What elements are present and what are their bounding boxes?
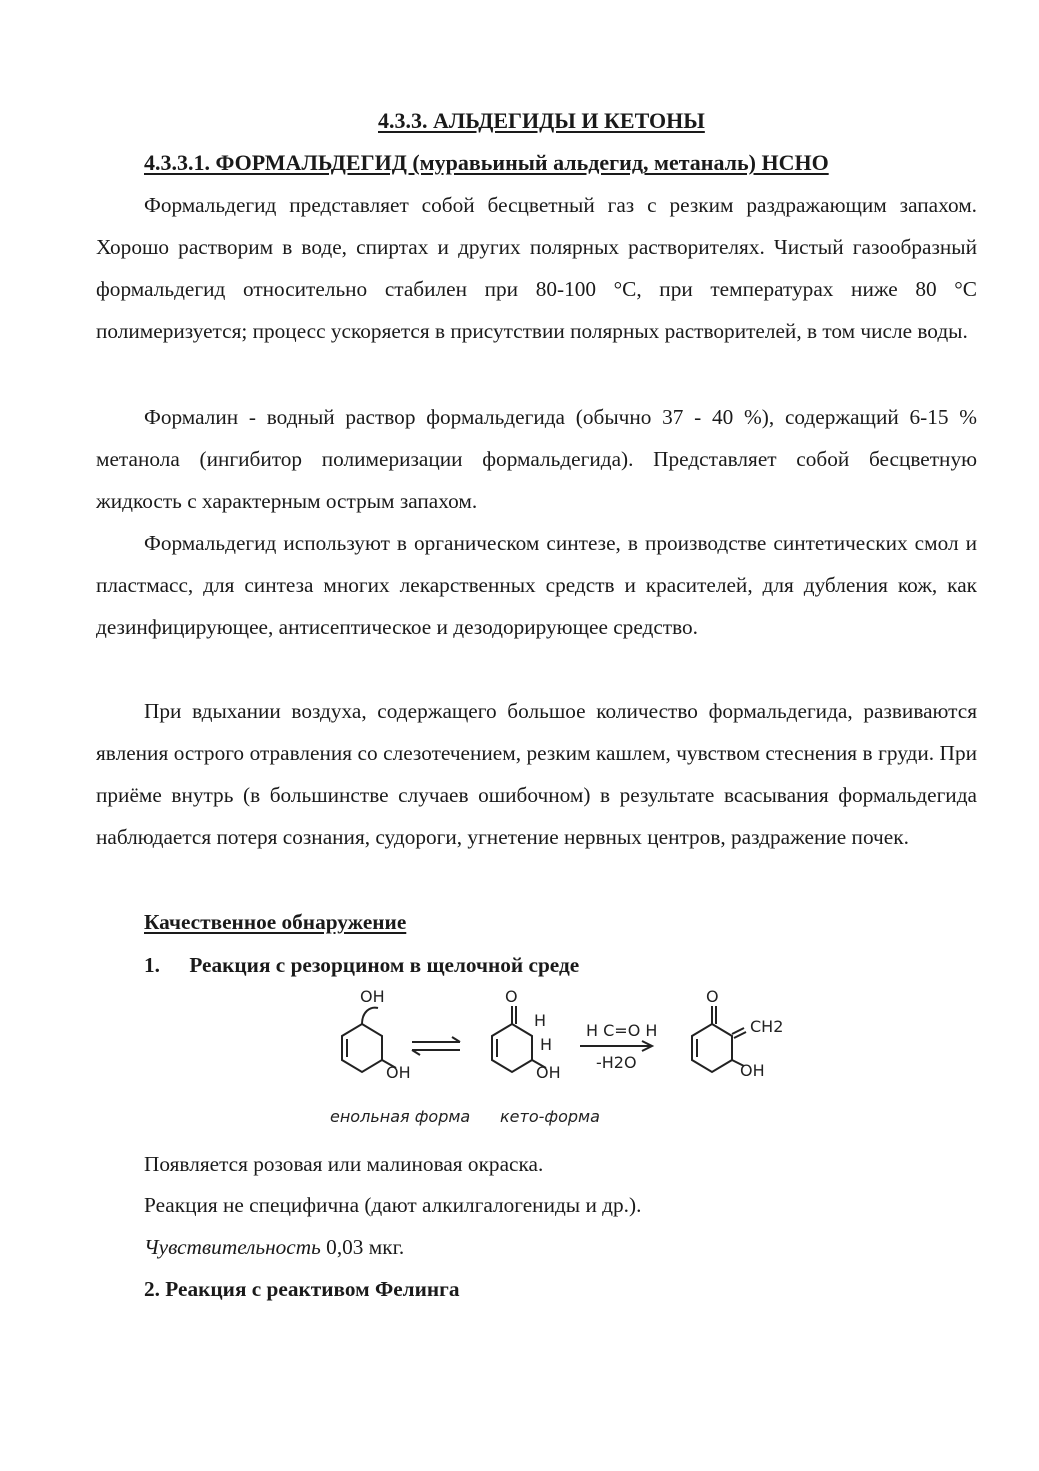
section-heading: 4.3.3.1. ФОРМАЛЬДЕГИД (муравьиный альдегид, метаналь) НСНО bbox=[144, 150, 829, 175]
product-ch2: CH2 bbox=[750, 1017, 784, 1036]
specificity-line: Реакция не специфична (дают алкилгалогениды и др.). bbox=[144, 1193, 642, 1217]
paragraph-usage: Формальдегид используют в органическом синтезе, в производстве синтетических смол и пластмасс, для синтеза многих лекарственных средств и красителей, для дубления кож, как дезинфицирующее, антисептическое и дезодорирующее средство. bbox=[96, 531, 977, 640]
page-title: 4.3.3. АЛЬДЕГИДЫ И КЕТОНЫ bbox=[378, 108, 705, 133]
result-line: Появляется розовая или малиновая окраска. bbox=[144, 1152, 544, 1176]
paragraph-toxicity: При вдыхании воздуха, содержащего большое количество формальдегида, развиваются явления острого отравления со слезотечением, резким кашлем, чувством стеснения в груди. При приёме внутрь (в большинстве случаев ошибочном) в результате всасывания формальдегида наблюдается потеря сознания, судороги, угнетение нервных центров, раздражение почек. bbox=[96, 699, 977, 850]
reagent-formaldehyde: H C=O H bbox=[586, 1021, 658, 1040]
sensitivity-value: 0,03 мкг. bbox=[320, 1235, 405, 1259]
product-oh: OH bbox=[740, 1061, 765, 1080]
keto-oh: OH bbox=[536, 1063, 561, 1082]
sensitivity-line bbox=[144, 1235, 404, 1260]
label-enol-form: енольная форма bbox=[330, 1107, 471, 1126]
paragraph-formalin: Формалин - водный раствор формальдегида (обычно 37 - 40 %), содержащий 6-15 % метанола (ингибитор полимеризации формальдегида). Представляет собой бесцветную жидкость с характерным острым запахом. bbox=[96, 405, 977, 514]
paragraph-properties: Формальдегид представляет собой бесцветный газ с резким раздражающим запахом. Хорошо растворим в воде, спиртах и других полярных растворителях. Чистый газообразный формальдегид относительно стабилен при 80-100 °С, при температурах ниже 80 °С полимеризуется; процесс ускоряется в присутствии полярных растворителей, в том числе воды. bbox=[96, 193, 977, 344]
reaction-1-number: 1. bbox=[144, 953, 160, 977]
reagent-water: -H2O bbox=[596, 1053, 637, 1072]
product-o: O bbox=[706, 987, 719, 1006]
reaction-1-title: Реакция с резорцином в щелочной среде bbox=[189, 953, 580, 977]
keto-o: O bbox=[505, 987, 518, 1006]
sensitivity-label: Чувствительность bbox=[144, 1235, 321, 1259]
enol-oh-bottom: OH bbox=[386, 1063, 411, 1082]
reaction-1-heading bbox=[144, 953, 579, 978]
enol-oh-top: OH bbox=[360, 987, 385, 1006]
reaction-scheme-drawing bbox=[300, 986, 800, 1136]
keto-h-1: H bbox=[534, 1011, 547, 1030]
reaction-scheme bbox=[300, 986, 800, 1136]
subsection-title: Качественное обнаружение bbox=[144, 910, 407, 934]
keto-h-2: H bbox=[540, 1035, 553, 1054]
label-keto-form: кето-форма bbox=[500, 1107, 600, 1126]
reaction-2-heading: 2. Реакция с реактивом Фелинга bbox=[144, 1277, 460, 1301]
